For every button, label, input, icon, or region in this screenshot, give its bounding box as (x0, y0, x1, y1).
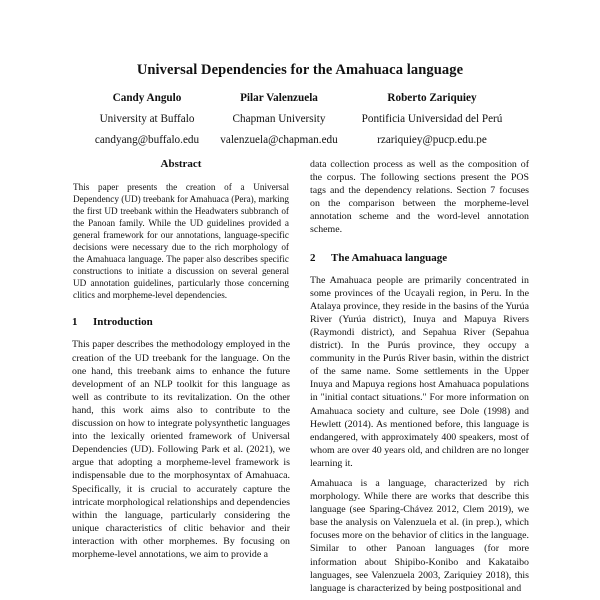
right-column (310, 158, 529, 595)
author-email: candyang@buffalo.edu (94, 134, 200, 146)
author-affiliation: University at Buffalo (99, 113, 195, 125)
left-column (72, 158, 290, 561)
section-number: 1 (72, 316, 78, 329)
author-email: rzariquiey@pucp.edu.pe (377, 134, 487, 146)
author-3 (339, 88, 525, 151)
author-name: Pilar Valenzuela (240, 92, 318, 104)
section-title: The Amahuaca language (331, 251, 448, 264)
author-name: Candy Angulo (112, 92, 182, 104)
author-affiliation: Chapman University (232, 113, 326, 125)
author-1 (82, 88, 212, 151)
section-number: 2 (310, 251, 316, 264)
author-2 (214, 88, 344, 151)
intro-continuation-paragraph: data collection process as well as the composition of the corpus. The following sections present the POS tags and the dependency relations. Section 7 focuses on the comparison between the morpheme-level annotation scheme and the word-level annotation scheme. (310, 159, 529, 236)
abstract-heading: Abstract (160, 158, 202, 170)
section-2-heading (310, 251, 529, 265)
amahuaca-paragraph-2: Amahuaca is a language, characterized by rich morphology. While there are works that describe this language (see Sparing-Chávez 2012, Clem 2019), we base the analysis on Valenzuela et al. (in prep.), which focuses more on the behavior of clitics in the language. Similar to other Panoan languages (for more information about Shipibo-Konibo and Kakataibo languages, see Valenzuela 2003, Zariquiey 2018), this language is characterized by being postpositional and (310, 477, 529, 594)
section-1-heading (72, 315, 290, 329)
amahuaca-paragraph-1: The Amahuaca people are primarily concentrated in some provinces of the Ucayali region, in Peru. In the Atalaya province, they reside in the basins of the Yurúa River (Yurúa district), Inuya and Mapuya Rivers (Raymondi district), and Sepahua River (Sepahua district). In the Purús province, they occupy a community in the Purús River basin, within the district of the same name. Some settlements in the Upper Inuya and Mapuya regions host Amahuaca populations in "initial contact situations." For more information on Amahuaca society and culture, see Dole (1998) and Hewlett (2014). As mentioned before, this language is endangered, with approximately 400 speakers, most of whom are over 40 years old, and children are no longer learning it. (310, 274, 529, 469)
paper-title: Universal Dependencies for the Amahuaca language (136, 62, 464, 78)
author-name: Roberto Zariquiey (387, 92, 477, 104)
author-email: valenzuela@chapman.edu (220, 134, 338, 146)
abstract-text: This paper presents the creation of a Universal Dependency (UD) treebank for Amahuaca (Pera), marking the first UD treebank within the Headwaters subbranch of the Panoan family. While the UD guidelines provided a general framework for our annotations, language-specific decisions were necessary due to the rich morphology of the Amahuaca language. The paper also describes specific constructions to initiate a discussion on several general UD annotation guidelines, particularly those concerning clitics and morpheme-level dependencies. (73, 182, 289, 301)
author-affiliation: Pontificia Universidad del Perú (361, 113, 503, 125)
introduction-paragraph: This paper describes the methodology employed in the creation of the UD treebank for the language. On the one hand, this treebank aims to enhance the future development of an NLP toolkit for this language as well as contribute to its revitalization. On the other hand, this work aims also to contribute to the discussion on how to integrate polysynthetic languages into the lexically oriented framework of Universal Dependencies (UD). Following Park et al. (2021), we argue that adopting a morpheme-level framework is indispensable due to the morphosyntax of Amahuaca. Specifically, it is crucial to accurately capture the intricate morphological relationships and dependencies within the language, particularly considering the unique characteristics of clitic behavior and their interaction with other morphemes. By focusing on morpheme-level annotations, we aim to provide a (72, 339, 290, 560)
section-title: Introduction (93, 316, 153, 329)
